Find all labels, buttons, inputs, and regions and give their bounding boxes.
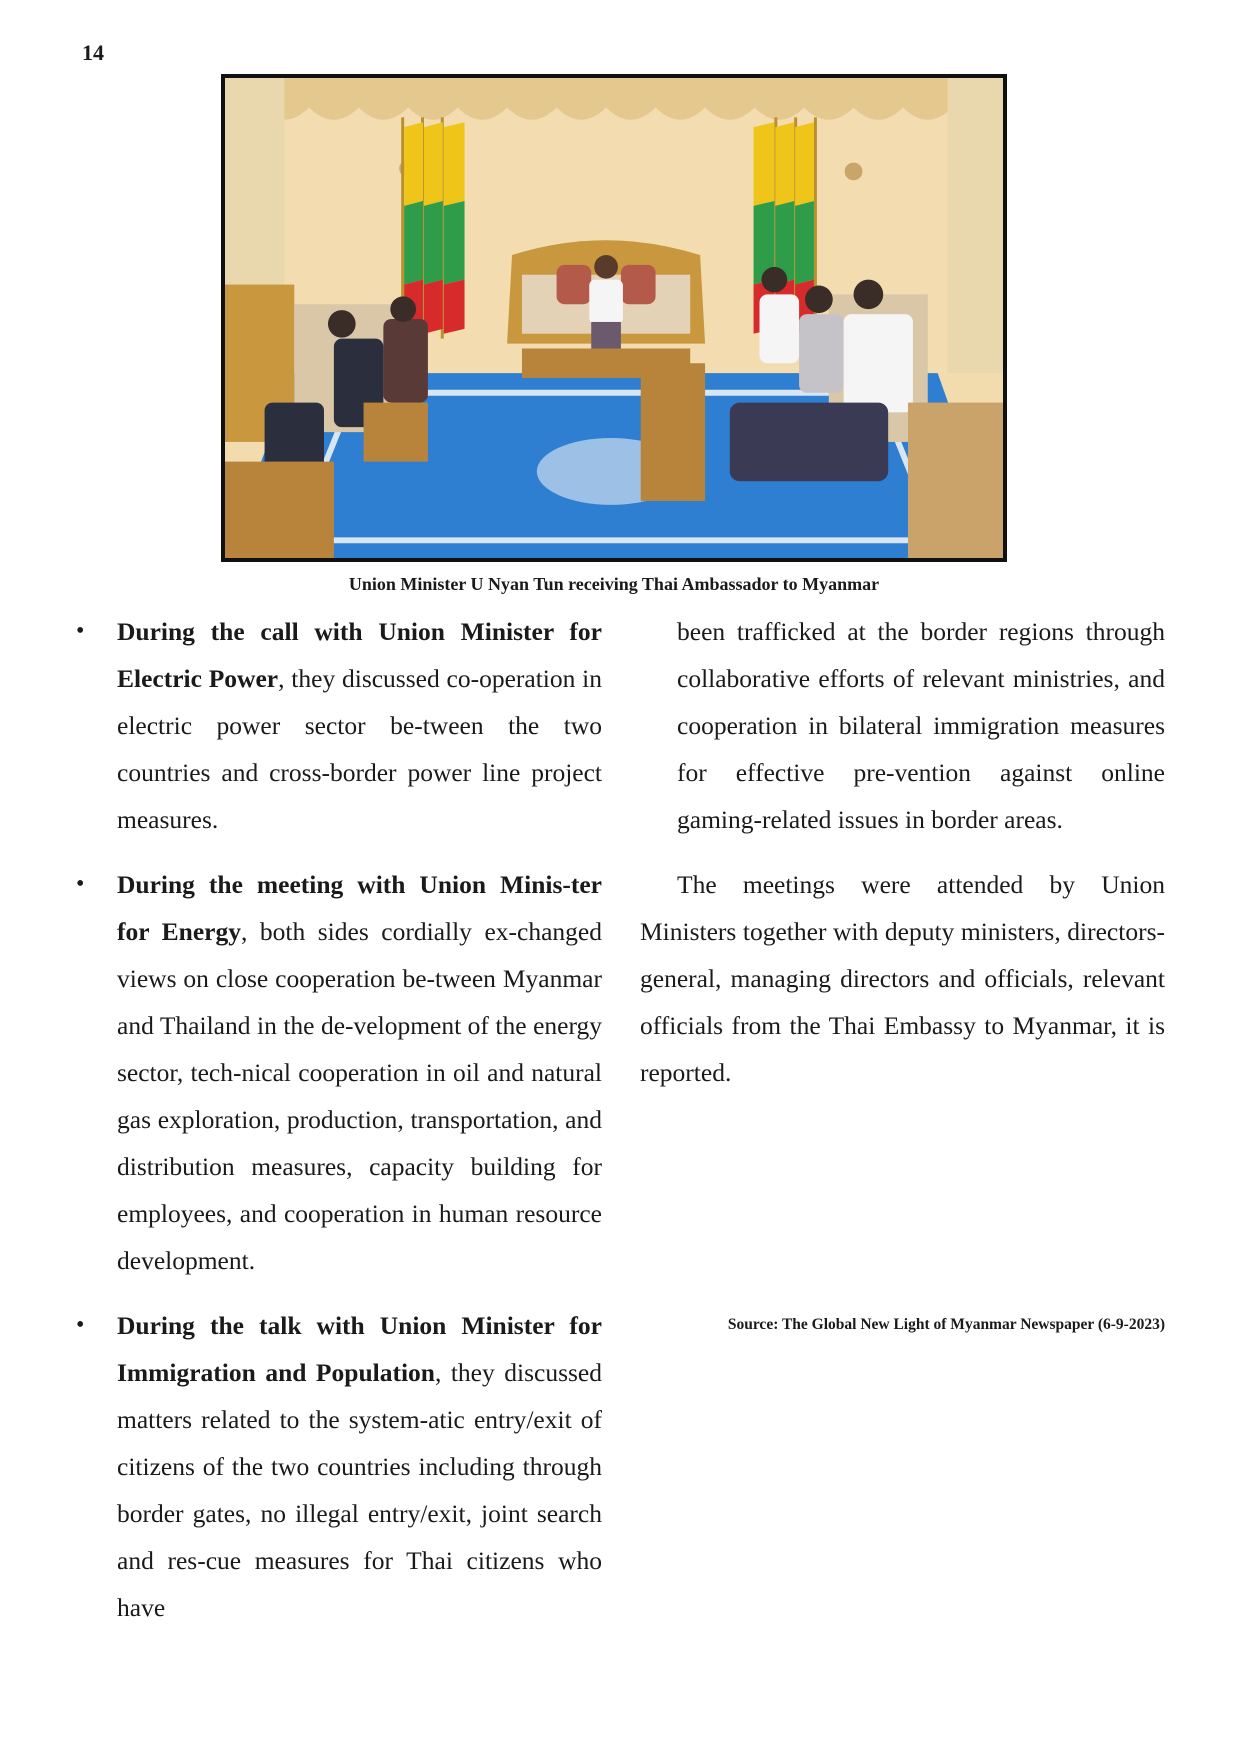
list-item [72,861,602,1284]
list-item [72,1302,602,1631]
continued-paragraph: been trafficked at the border regions through collaborative efforts of relevant ministries, and cooperation in bilateral immigration measures for effective pre-vention against online gaming-related issues in border areas. [677,617,1165,834]
meeting-list [72,608,602,1631]
bullet-body: , they discussed matters related to the system-atic entry/exit of citizens of the two countries including through border gates, no illegal entry/exit, joint search and res-cue measures for Thai citizens who have [117,1358,602,1622]
list-item [72,608,602,843]
bullet-lead: During the meeting with Union Minis-ter for Energy [117,870,602,946]
bullet-body: , they discussed co-operation in electric power sector be-tween the two countries and cross-border power line project measures. [117,664,602,834]
bullet-body: , both sides cordially ex-changed views on close cooperation be-tween Myanmar and Thailand in the de-velopment of the energy sector, tech-nical cooperation in oil and natural gas exploration, production, transportation, and distribution measures, capacity building for employees, and cooperation in human resource development. [117,917,602,1275]
closing-paragraph: The meetings were attended by Union Ministers together with deputy ministers, directors-general, managing directors and officials, relevant officials from the Thai Embassy to Myanmar, it is reported. [640,870,1165,1087]
meeting-photo [221,74,1007,562]
wall-lamp-right [845,163,863,181]
source-credit: Source: The Global New Light of Myanmar Newspaper (6-9-2023) [727,1316,1165,1333]
left-column [72,608,602,1649]
bullet-lead: During the call with Union Minister for Electric Power [117,617,602,693]
right-column [640,608,1165,1096]
curtain-valance [225,78,1003,120]
bullet-lead: During the talk with Union Minister for Immigration and Population [117,1311,602,1387]
meeting-photo-illustration [225,78,1003,558]
photo-caption: Union Minister U Nyan Tun receiving Thai Ambassador to Myanmar [348,574,880,594]
page-number: 14 [82,40,104,65]
curtain-right [948,78,1003,373]
